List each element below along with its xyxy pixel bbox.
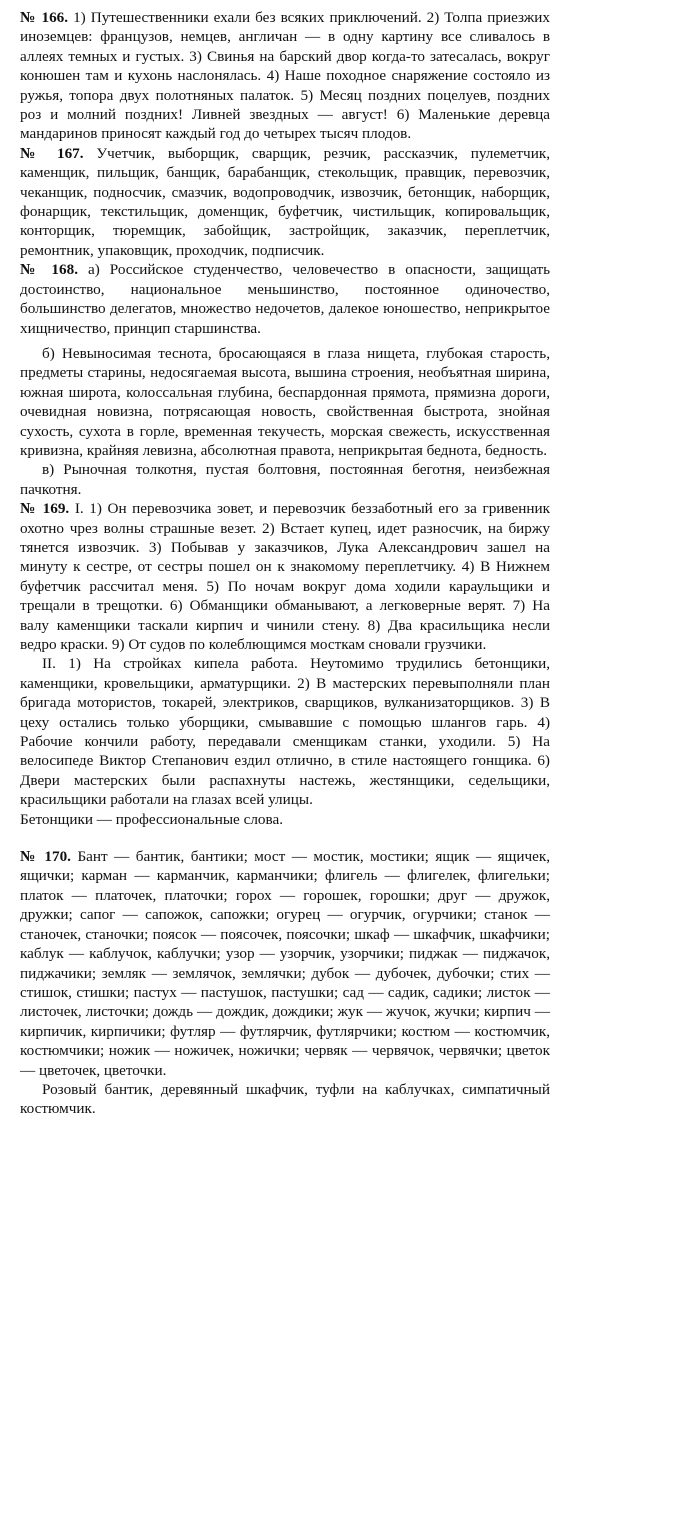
exercise-169 bbox=[20, 499, 550, 654]
exercise-169-note: Бетонщики — профессиональные слова. bbox=[20, 810, 284, 828]
exercise-text: а) Российское студенчество, человечество в опасности, защищать достоинство, национальное меньшинство, постоянное одиночество, большинство делегатов, множество недочетов, далекое юношество, неприкрытое хищничество, принцип старшинства. bbox=[20, 261, 551, 337]
exercise-168-part-b: б) Невыносимая теснота, бросающаяся в глаза нищета, глубокая старость, предметы старины, недосягаемая высота, вышина строения, необъятная ширина, южная широта, колоссальная глубина, беспардонная прямота, прямизна дороги, очевидная новизна, потрясающая новость, свойственная быстрота, знойная сухость, сухота в горле, временная текучесть, морская свежесть, искусственная кривизна, крайняя левизна, абсолютная правота, неприкрытая беднота, бедность. bbox=[20, 344, 550, 459]
spacer bbox=[20, 829, 550, 847]
exercise-number: № 168. bbox=[20, 261, 78, 279]
exercise-168 bbox=[20, 260, 550, 338]
exercise-166 bbox=[20, 8, 550, 144]
exercise-167 bbox=[20, 144, 550, 260]
exercise-number: № 166. bbox=[20, 9, 69, 26]
exercise-text: Учетчик, выборщик, сварщик, резчик, рассказчик, пулеметчик, каменщик, пильщик, банщик, барабанщик, стекольщик, правщик, перевозчик, чеканщик, подносчик, смазчик, водопроводчик, извозчик, бетонщик, наборщик, фонарщик, текстильщик, доменщик, буфетчик, чистильщик, копировальщик, конторщик, тюремщик, забойщик, застройщик, заказчик, переплетчик, ремонтник, упаковщик, проходчик, подписчик. bbox=[20, 144, 550, 259]
exercise-text: I. 1) Он перевозчика зовет, и перевозчик беззаботный его за гривенник охотно чрез волны страшные везет. 2) Встает купец, идет разносчик, на биржу тянется извозчик. 3) Побывав у заказчиков, Лука Александрович зашел на минуту к сестре, от сестры пошел он к знакомому переплетчику. 4) В Нижнем буфетчик рассчитал меня. 5) По ночам вокруг дома ходили караульщики и трещали в трещотки. 6) Обманщики обманывают, а легковерные верят. 7) На валу каменщики таскали кирпич и чинили стену. 8) Два красильщика несли ведро краски. 9) От судов по колеблющимся мосткам сновали грузчики. bbox=[20, 500, 551, 653]
exercise-number: № 167. bbox=[20, 144, 84, 162]
exercise-text: 1) Путешественники ехали без всяких приключений. 2) Толпа приезжих иноземцев: французов, немцев, англичан — в одну картину все сливалось в аллеях темных и густых. 3) Свинья на барский двор когда-то затесалась, вокруг конюшен там и кухонь наслонялась. 4) Наше походное снаряжение состояло из ружья, топора двух полотняных палаток. 5) Месяц поздних поцелуев, поздних роз и молний поздних! Ливней звездных — август! 6) Маленькие деревца мандаринов приносят каждый год до четырех тысяч плодов. bbox=[20, 9, 550, 143]
exercise-170 bbox=[20, 847, 550, 1080]
exercise-170-sentence: Розовый бантик, деревянный шкафчик, туфли на каблучках, симпатичный костюмчик. bbox=[20, 1080, 550, 1118]
exercise-text: Бант — бантик, бантики; мост — мостик, мостики; ящик — ящичек, ящички; карман — карманчик, карманчики; флигель — флигелек, флигельки; платок — платочек, платочки; горох — горошек, горошки; друг — дружок, дружки; сапог — сапожок, сапожки; огурец — огурчик, огурчики; станок — станочек, станочки; поясок — поясочек, поясочки; шкаф — шкафчик, шкафчики; каблук — каблучок, каблучки; узор — узорчик, узорчики; пиджак — пиджачок, пиджачики; земляк — землячок, землячки; дубок — дубочек, дубочки; стих — стишок, стишки; пастух — пастушок, пастушки; сад — садик, садики; листок — листочек, листочки; дождь — дождик, дождики; жук — жучок, жучки; кирпич — кирпичик, кирпичики; футляр — футлярчик, футлярчики; костюм — костюмчик, костюмчики; ножик — ножичек, ножички; червяк — червячок, червячки; цветок — цветочек, цветочки. bbox=[20, 848, 551, 1079]
exercise-number: № 169. bbox=[20, 500, 70, 518]
exercise-number: № 170. bbox=[20, 848, 71, 866]
exercise-168-part-c: в) Рыночная толкотня, пустая болтовня, постоянная беготня, неизбежная пачкотня. bbox=[20, 461, 550, 498]
exercise-169-part-2: II. 1) На стройках кипела работа. Неутомимо трудились бетонщики, каменщики, кровельщики, арматурщики. 2) В мастерских перевыполняли план бригада мотористов, токарей, электриков, сварщиков, вулканизаторщиков. 3) В цеху остались только уборщики, смывавшие с помощью шлангов гарь. 4) Рабочие кончили работу, передавали сменщикам станки, уходили. 5) На велосипеде Виктор Степанович ездил отлично, в стиле настоящего гонщика. 6) Двери мастерских были распахнуты настежь, жестянщики, седельщики, красильщики работали на глазах всей улицы. bbox=[20, 655, 550, 809]
